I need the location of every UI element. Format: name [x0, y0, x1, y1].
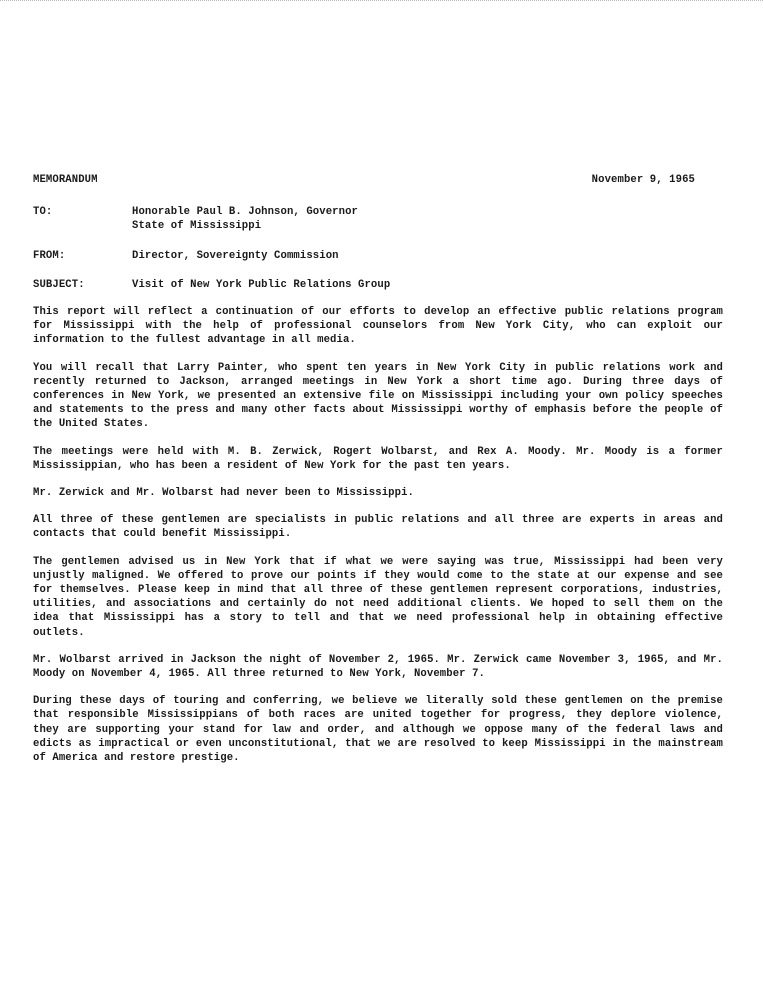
to-label: TO: [33, 206, 53, 218]
body-paragraph: During these days of touring and conferring, we believe we literally sold these gentlemen on the premise that responsible Mississippians of both races are united together for progress, they deplore violence, they are supporting your stand for law and order, and although we oppose many of the federal laws and edicts as impractical or even unconstitutional, that we are resolved to keep Mississippi in the mainstream of America and restore prestige. [33, 695, 723, 765]
memo-date: November 9, 1965 [591, 174, 695, 186]
body-paragraph: You will recall that Larry Painter, who spent ten years in New York City in public relations work and recently returned to Jackson, arranged meetings in New York a short time ago. During three days of conferences in New York, we presented an extensive file on Mississippi including your own policy speeches and statements to the press and many other facts about Mississippi worthy of emphasis before the people of the United States. [33, 361, 723, 431]
body-paragraph: Mr. Zerwick and Mr. Wolbarst had never been to Mississippi. [33, 487, 414, 500]
memo-body [33, 305, 723, 778]
body-paragraph: The meetings were held with M. B. Zerwick, Rogert Wolbarst, and Rex A. Moody. Mr. Moody is a former Mississippian, who has been a resident of New York for the past ten years. [33, 445, 723, 472]
to-field [33, 205, 693, 237]
from-value: Director, Sovereignty Commission [132, 250, 339, 262]
subject-value: Visit of New York Public Relations Group [132, 279, 391, 291]
memo-label: MEMORANDUM [33, 174, 98, 186]
to-line-2: State of Mississippi [132, 220, 262, 233]
page-edge-dots [0, 0, 763, 3]
body-paragraph: This report will reflect a continuation of our efforts to develop an effective public relations program for Mississippi with the help of professional counselors from New York City, who can exploit our information to the fullest advantage in all media. [33, 306, 723, 347]
body-paragraph: The gentlemen advised us in New York that if what we were saying was true, Mississippi had been very unjustly maligned. We offered to prove our points if they would come to the state at our expense and see for themselves. Please keep in mind that all three of these gentlemen represent corporations, industries, utilities, and associations and certainly do not need additional clients. We hoped to sell them on the idea that Mississippi has a story to tell and that we need professional help in obtaining effective outlets. [33, 555, 723, 639]
to-line-1: Honorable Paul B. Johnson, Governor [132, 206, 359, 218]
body-paragraph: All three of these gentlemen are specialists in public relations and all three are experts in areas and contacts that could benefit Mississippi. [33, 514, 723, 541]
from-label: FROM: [33, 250, 66, 262]
memo-header [33, 173, 695, 189]
to-value [132, 205, 692, 233]
from-field [33, 249, 693, 265]
subject-field [33, 278, 693, 294]
body-paragraph: Mr. Wolbarst arrived in Jackson the night of November 2, 1965. Mr. Zerwick came November 3, 1965, and Mr. Moody on November 4, 1965. All three returned to New York, November 7. [33, 653, 723, 681]
subject-label: SUBJECT: [33, 279, 85, 291]
